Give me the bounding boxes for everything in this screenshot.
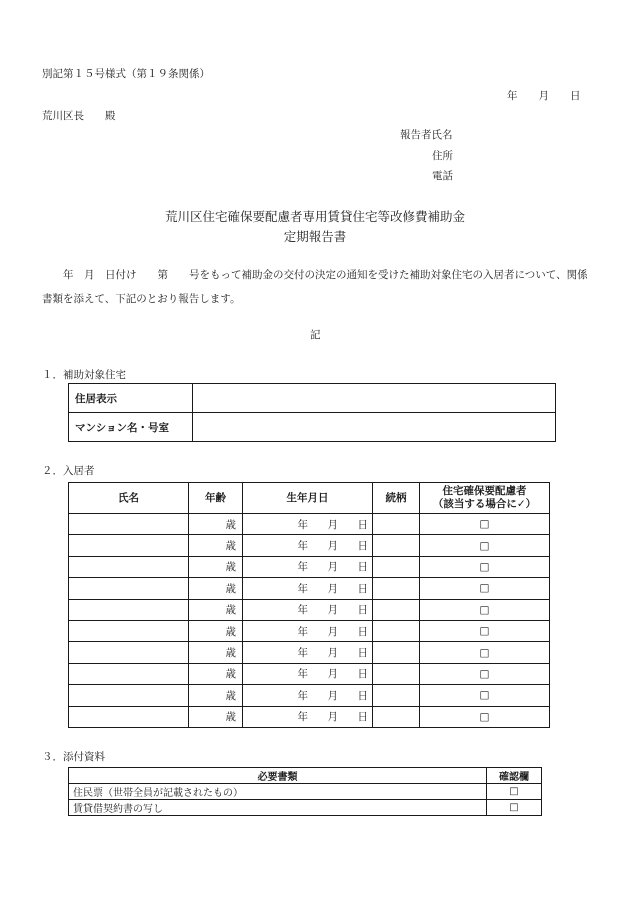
table-row xyxy=(69,620,550,641)
resident-relation-cell[interactable] xyxy=(373,620,420,641)
resident-name-cell[interactable] xyxy=(69,535,189,556)
resident-relation-cell[interactable] xyxy=(373,685,420,706)
dob-year-label: 年 xyxy=(297,647,308,660)
table-row xyxy=(69,784,542,800)
table-row xyxy=(69,599,550,620)
dob-day-label: 日 xyxy=(357,604,368,617)
form-number: 別記第１５号様式（第１９条関係） xyxy=(42,68,210,80)
table-row xyxy=(69,578,550,599)
dob-year-label: 年 xyxy=(297,604,308,617)
table-row xyxy=(69,685,550,706)
confirm-checkbox[interactable]: □ xyxy=(487,784,542,800)
resident-name-cell[interactable] xyxy=(69,578,189,599)
section2-heading: ２．入居者 xyxy=(42,465,95,477)
resident-relation-cell[interactable] xyxy=(373,599,420,620)
resident-relation-cell[interactable] xyxy=(373,535,420,556)
resident-relation-cell[interactable] xyxy=(373,514,420,535)
dob-day-label: 日 xyxy=(357,625,368,638)
col-confirm: 確認欄 xyxy=(487,768,542,784)
dob-year-label: 年 xyxy=(297,689,308,702)
address-value[interactable] xyxy=(193,384,556,413)
target-housing-table xyxy=(68,383,556,442)
dob-day-label: 日 xyxy=(357,518,368,531)
dob-year-label: 年 xyxy=(297,582,308,595)
resident-dob-cell[interactable] xyxy=(243,706,373,727)
resident-age-cell[interactable]: 歳 xyxy=(189,556,243,577)
col-required-docs: 必要書類 xyxy=(69,768,487,784)
table-row xyxy=(69,706,550,727)
dob-year-label: 年 xyxy=(297,625,308,638)
dob-month-label: 月 xyxy=(327,668,338,681)
table-row xyxy=(69,384,556,413)
resident-age-cell[interactable]: 歳 xyxy=(189,514,243,535)
dob-day-label: 日 xyxy=(357,540,368,553)
ki-marker: 記 xyxy=(310,329,321,341)
col-age: 年齢 xyxy=(189,483,243,514)
table-row xyxy=(69,556,550,577)
body-paragraph: 年 月 日付け 第 号をもって補助金の交付の決定の通知を受けた補助対象住宅の入居者について、関係書類を添えて、下記のとおり報告します。 xyxy=(42,269,588,305)
care-target-checkbox[interactable]: □ xyxy=(420,535,550,556)
document-subtitle: 定期報告書 xyxy=(283,229,347,244)
dob-year-label: 年 xyxy=(297,561,308,574)
table-row xyxy=(69,800,542,816)
resident-dob-cell[interactable] xyxy=(243,556,373,577)
col-care-target xyxy=(420,483,550,514)
care-target-checkbox[interactable]: □ xyxy=(420,706,550,727)
resident-name-cell[interactable] xyxy=(69,599,189,620)
dob-year-label: 年 xyxy=(297,518,308,531)
table-row xyxy=(69,663,550,684)
resident-relation-cell[interactable] xyxy=(373,556,420,577)
reporter-phone-label: 電話 xyxy=(432,170,453,182)
dob-month-label: 月 xyxy=(327,711,338,724)
care-target-checkbox[interactable]: □ xyxy=(420,642,550,663)
doc-lease-copy: 賃貸借契約書の写し xyxy=(69,800,487,816)
dob-month-label: 月 xyxy=(327,689,338,702)
dob-month-label: 月 xyxy=(327,582,338,595)
resident-age-cell[interactable]: 歳 xyxy=(189,642,243,663)
dob-day-label: 日 xyxy=(357,668,368,681)
doc-residence-certificate: 住民票（世帯全員が記載されたもの） xyxy=(69,784,487,800)
resident-age-cell[interactable]: 歳 xyxy=(189,535,243,556)
care-target-checkbox[interactable]: □ xyxy=(420,556,550,577)
resident-dob-cell[interactable] xyxy=(243,514,373,535)
resident-name-cell[interactable] xyxy=(69,514,189,535)
dob-year-label: 年 xyxy=(297,711,308,724)
addressee: 荒川区長 殿 xyxy=(42,110,116,122)
care-target-checkbox[interactable]: □ xyxy=(420,685,550,706)
resident-dob-cell[interactable] xyxy=(243,620,373,641)
apartment-value[interactable] xyxy=(193,413,556,442)
confirm-checkbox[interactable]: □ xyxy=(487,800,542,816)
dob-year-label: 年 xyxy=(297,540,308,553)
resident-relation-cell[interactable] xyxy=(373,706,420,727)
reporter-name-label: 報告者氏名 xyxy=(400,129,453,141)
resident-name-cell[interactable] xyxy=(69,685,189,706)
resident-name-cell[interactable] xyxy=(69,556,189,577)
care-target-checkbox[interactable]: □ xyxy=(420,578,550,599)
dob-day-label: 日 xyxy=(357,711,368,724)
dob-month-label: 月 xyxy=(327,518,338,531)
resident-relation-cell[interactable] xyxy=(373,578,420,599)
resident-relation-cell[interactable] xyxy=(373,663,420,684)
care-target-checkbox[interactable]: □ xyxy=(420,599,550,620)
resident-dob-cell[interactable] xyxy=(243,599,373,620)
apartment-label: マンション名・号室 xyxy=(69,413,193,442)
col-care-target-line1: 住宅確保要配慮者 xyxy=(442,485,527,497)
dob-day-label: 日 xyxy=(357,582,368,595)
resident-dob-cell[interactable] xyxy=(243,663,373,684)
care-target-checkbox[interactable]: □ xyxy=(420,663,550,684)
resident-age-cell[interactable]: 歳 xyxy=(189,620,243,641)
care-target-checkbox[interactable]: □ xyxy=(420,514,550,535)
resident-age-cell[interactable]: 歳 xyxy=(189,599,243,620)
dob-month-label: 月 xyxy=(327,647,338,660)
resident-name-cell[interactable] xyxy=(69,620,189,641)
table-row xyxy=(69,535,550,556)
reporter-address-label: 住所 xyxy=(432,150,453,162)
dob-month-label: 月 xyxy=(327,561,338,574)
resident-name-cell[interactable] xyxy=(69,642,189,663)
col-name: 氏名 xyxy=(69,483,189,514)
section1-heading: １．補助対象住宅 xyxy=(42,369,126,381)
residents-table xyxy=(68,482,550,728)
dob-day-label: 日 xyxy=(357,561,368,574)
dob-day-label: 日 xyxy=(357,689,368,702)
dob-month-label: 月 xyxy=(327,540,338,553)
resident-dob-cell[interactable] xyxy=(243,578,373,599)
resident-name-cell[interactable] xyxy=(69,706,189,727)
resident-age-cell[interactable]: 歳 xyxy=(189,663,243,684)
dob-month-label: 月 xyxy=(327,625,338,638)
resident-age-cell[interactable]: 歳 xyxy=(189,578,243,599)
address-label: 住居表示 xyxy=(69,384,193,413)
col-relation: 続柄 xyxy=(373,483,420,514)
resident-dob-cell[interactable] xyxy=(243,685,373,706)
table-row xyxy=(69,413,556,442)
section3-heading: ３．添付資料 xyxy=(42,751,105,763)
dob-day-label: 日 xyxy=(357,647,368,660)
resident-age-cell[interactable]: 歳 xyxy=(189,685,243,706)
dob-year-label: 年 xyxy=(297,668,308,681)
date-line: 年 月 日 xyxy=(507,90,581,102)
resident-dob-cell[interactable] xyxy=(243,642,373,663)
care-target-checkbox[interactable]: □ xyxy=(420,620,550,641)
resident-age-cell[interactable]: 歳 xyxy=(189,706,243,727)
col-care-target-line2: （該当する場合に✓） xyxy=(432,498,537,510)
col-dob: 生年月日 xyxy=(243,483,373,514)
resident-relation-cell[interactable] xyxy=(373,642,420,663)
table-header-row xyxy=(69,483,550,514)
attachments-table xyxy=(68,767,542,816)
resident-name-cell[interactable] xyxy=(69,663,189,684)
table-header-row xyxy=(69,768,542,784)
table-row xyxy=(69,514,550,535)
dob-month-label: 月 xyxy=(327,604,338,617)
resident-dob-cell[interactable] xyxy=(243,535,373,556)
table-row xyxy=(69,642,550,663)
document-title: 荒川区住宅確保要配慮者専用賃貸住宅等改修費補助金 xyxy=(164,209,465,224)
